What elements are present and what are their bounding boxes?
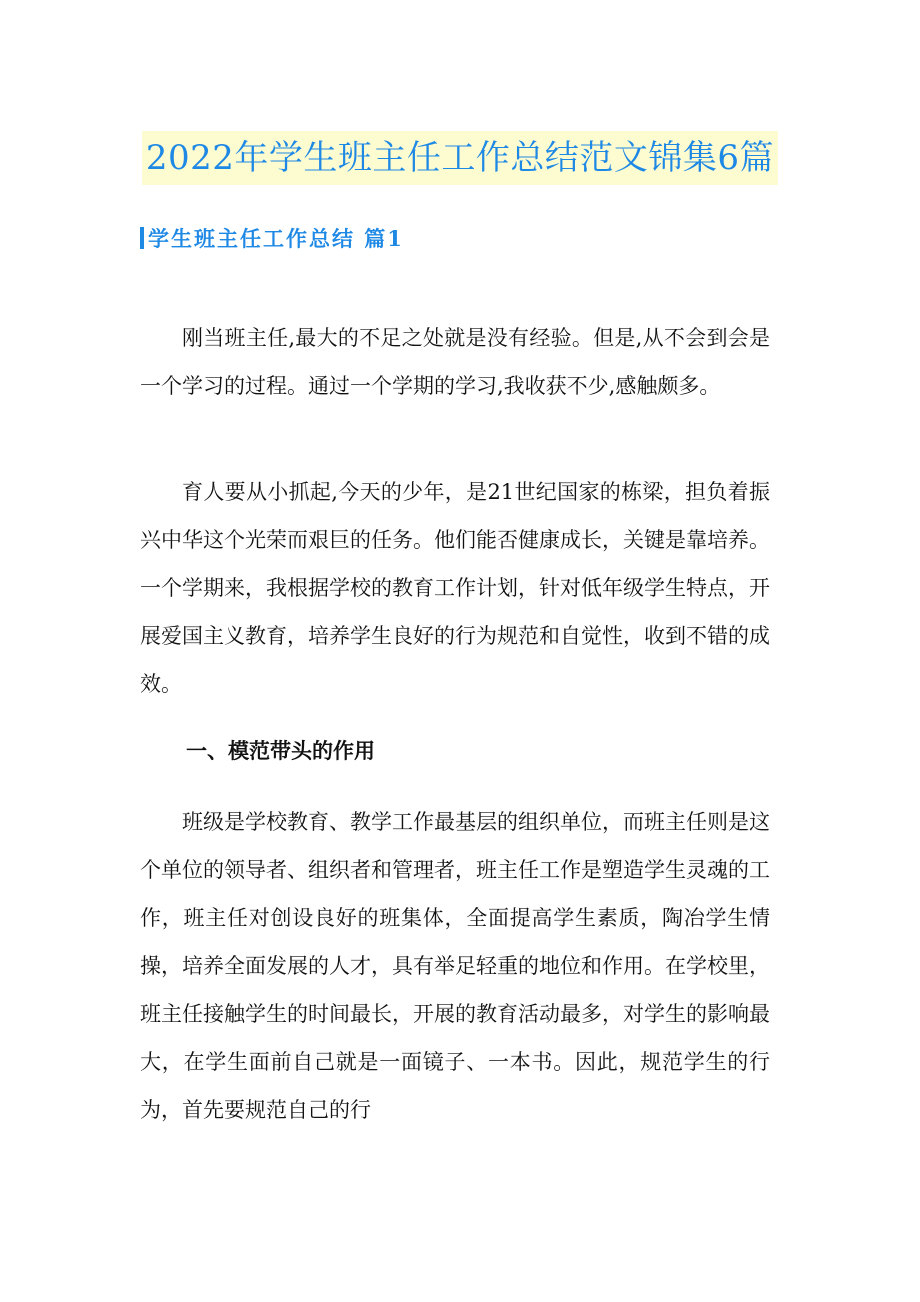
- paragraph-2: 育人要从小抓起,今天的少年，是21世纪国家的栋梁，担负着振兴中华这个光荣而艰巨的任务。他们能否健康成长，关键是靠培养。一个学期来，我根据学校的教育工作计划，针对低年级学生特点，开展爱国主义教育，培养学生良好的行为规范和自觉性，收到不错的成效。: [140, 480, 770, 696]
- paragraph-3: 班级是学校教育、教学工作最基层的组织单位，而班主任则是这个单位的领导者、组织者和管理者，班主任工作是塑造学生灵魂的工作，班主任对创设良好的班集体，全面提高学生素质，陶冶学生情操，培养全面发展的人才，具有举足轻重的地位和作用。在学校里，班主任接触学生的时间最长，开展的教育活动最多，对学生的影响最大，在学生面前自己就是一面镜子、一本书。因此，规范学生的行为，首先要规范自己的行: [140, 810, 770, 1122]
- section-heading-text: 学生班主任工作总结 篇1: [148, 226, 404, 251]
- section-heading: [140, 223, 404, 253]
- heading-marker-bar: [140, 227, 144, 249]
- paragraph-1: 刚当班主任,最大的不足之处就是没有经验。但是,从不会到会是一个学习的过程。通过一个学期的学习,我收获不少,感触颇多。: [140, 326, 770, 398]
- title-container: [0, 131, 920, 185]
- subheading: 一、模范带头的作用: [186, 738, 375, 763]
- page-title: 2022年学生班主任工作总结范文锦集6篇: [142, 131, 778, 185]
